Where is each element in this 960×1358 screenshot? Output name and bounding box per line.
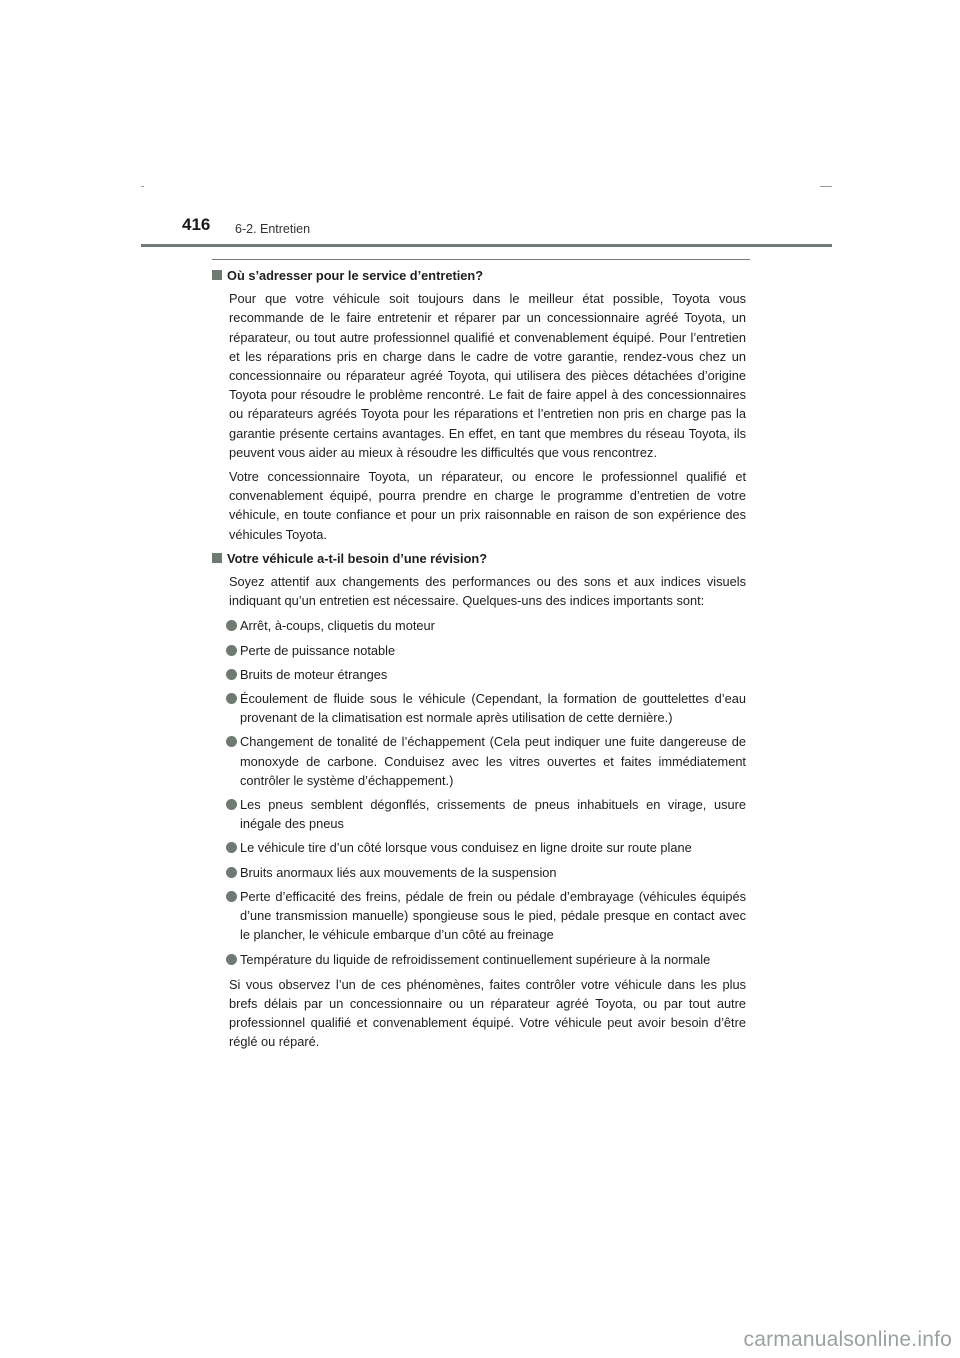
round-bullet-icon [226,620,237,631]
section-rule [212,259,750,260]
list-item-text: Changement de tonalité de l’échappement (Cela peut indiquer une fuite dangereuse de monoxyde de carbone. Conduisez avec les vitres ouvertes et faites immédiatement contrôler le système d’échappement.) [240,734,746,788]
paragraph: Si vous observez l’un de ces phénomènes, faites contrôler votre véhicule dans les plus brefs délais par un concessionnaire ou un réparateur agréé Toyota, ou par tout autre professionnel qualifié et convenablement équipé. Votre véhicule peut avoir besoin d’être réglé ou réparé. [229,976,746,1050]
list-item [212,689,746,727]
page-content [212,266,746,1057]
list-item-text: Perte d’efficacité des freins, pédale de frein ou pédale d’embrayage (véhicules équipés d’une transmission manuelle) spongieuse sous le pied, pédale presque en contact avec le plancher, le véhicule embarque d’un côté au freinage [240,888,746,943]
round-bullet-icon [226,645,237,656]
list-item-text: Les pneus semblent dégonflés, crissements de pneus inhabituels en virage, usure inégale des pneus [240,797,746,832]
round-bullet-icon [226,736,237,747]
crop-mark-left [141,186,144,187]
crop-mark-right [820,186,832,187]
round-bullet-icon [226,799,237,810]
list-item-text: Température du liquide de refroidissement continuellement supérieure à la normale [240,951,711,967]
paragraph: Soyez attentif aux changements des performances ou des sons et aux indices visuels indiquant qu’un entretien est nécessaire. Quelques-uns des indices importants sont: [229,574,746,609]
list-item [212,950,746,969]
list-item [212,838,746,857]
list-item [212,863,746,882]
list-item-text: Le véhicule tire d’un côté lorsque vous conduisez en ligne droite sur route plane [240,840,692,856]
round-bullet-icon [226,842,237,853]
list-item [212,732,746,790]
header-rule [141,244,832,247]
list-item-text: Perte de puissance notable [240,642,396,658]
section-heading-text: Où s’adresser pour le service d’entretien? [227,268,484,283]
watermark: carmanualsonline.info [743,1328,952,1351]
list-item [212,616,746,635]
list-item [212,641,746,660]
square-bullet-icon [212,270,222,280]
list-item [212,795,746,833]
list-item-text: Bruits de moteur étranges [240,666,388,682]
symptom-list [212,616,746,968]
list-item [212,887,746,945]
list-item [212,665,746,684]
paragraph: Pour que votre véhicule soit toujours dans le meilleur état possible, Toyota vous recommande de le faire entretenir et réparer par un concessionnaire agréé Toyota, un réparateur, ou tout autre professionnel qualifié et convenablement équipé. Pour l’entretien et les réparations pris en charge dans le cadre de votre garantie, rendez-vous chez un concessionnaire ou réparateur agréé Toyota, qui utilisera des pièces détachées d’origine Toyota pour résoudre le problème rencontré. Le fait de faire appel à des concessionnaires ou réparateurs agréés Toyota pour les réparations et l’entretien non pris en charge pas la garantie présente certains avantages. En effet, en tant que membres du réseau Toyota, ils peuvent vous aider au mieux à résoudre les difficultés que vous rencontrez. [229,291,746,460]
section-heading [212,549,746,568]
section-heading [212,266,746,285]
round-bullet-icon [226,954,237,965]
round-bullet-icon [226,867,237,878]
page-number: 416 [182,215,211,234]
paragraph: Votre concessionnaire Toyota, un réparateur, ou encore le professionnel qualifié et convenablement équipé, pourra prendre en charge le programme d’entretien de votre véhicule, en toute confiance et pour un prix raisonnable en raison de son expérience des véhicules Toyota. [229,469,746,542]
section-heading-text: Votre véhicule a-t-il besoin d’une révision? [227,550,488,566]
round-bullet-icon [226,891,237,902]
list-item-text: Bruits anormaux liés aux mouvements de la suspension [240,864,557,880]
round-bullet-icon [226,669,237,680]
running-header: 6-2. Entretien [235,222,311,236]
square-bullet-icon [212,553,222,563]
list-item-text: Écoulement de fluide sous le véhicule (Cependant, la formation de gouttelettes d’eau provenant de la climatisation est normale après utilisation de cette dernière.) [240,691,746,726]
round-bullet-icon [226,693,237,704]
list-item-text: Arrêt, à-coups, cliquetis du moteur [240,618,435,634]
